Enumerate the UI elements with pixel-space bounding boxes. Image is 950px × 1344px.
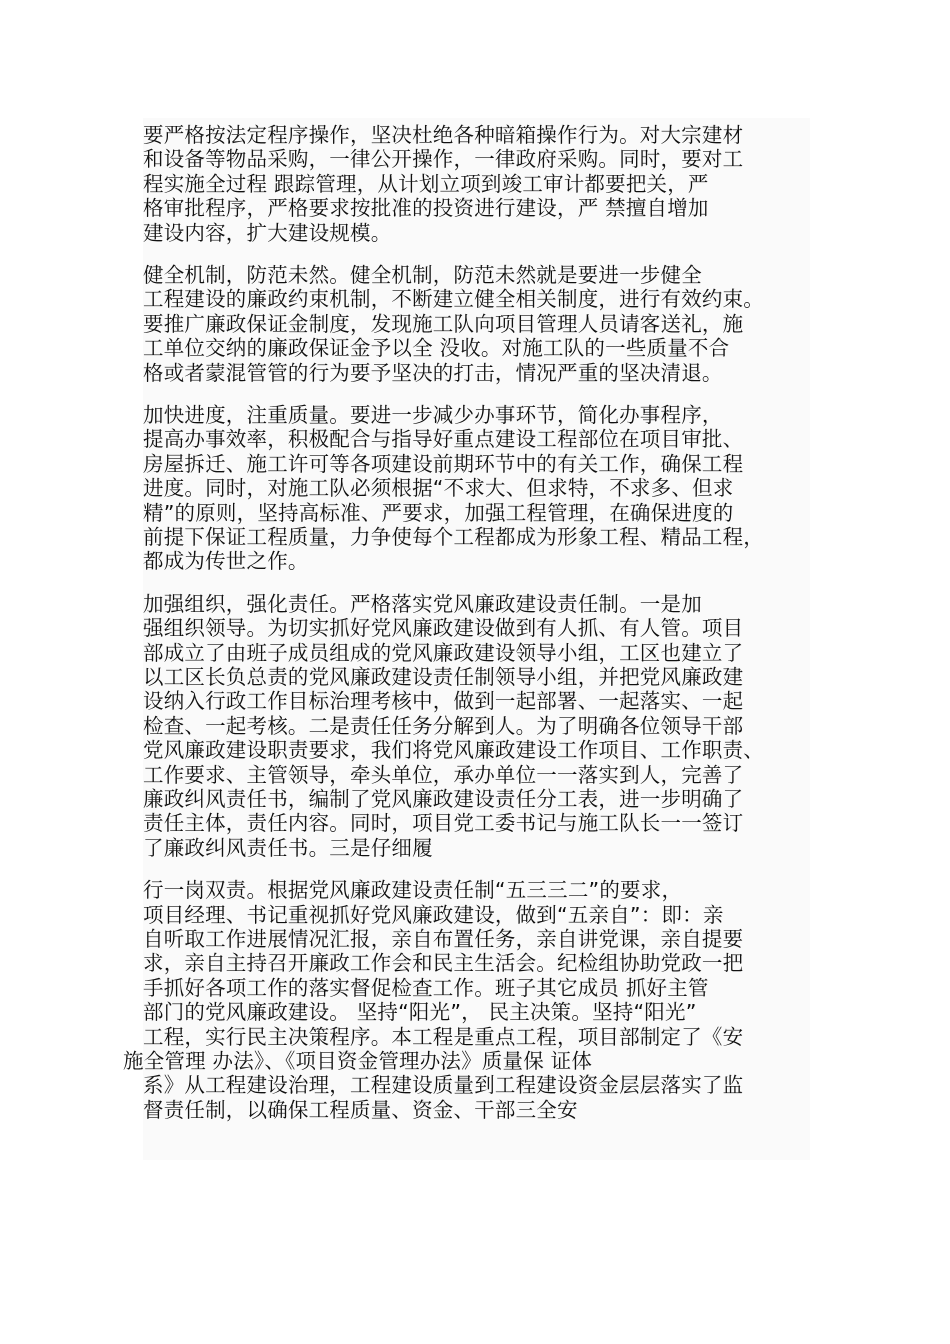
text-line: 以工区长负总责的党风廉政建设责任制领导小组，并把党风廉政建 (143, 665, 744, 689)
text-line: 项目经理、书记重视抓好党风廉政建设，做到“五亲自”：即：亲 (143, 902, 724, 927)
text-line: 要严格按法定程序操作，坚决杜绝各种暗箱操作行为。对大宗建材 (143, 123, 744, 147)
text-line: 手抓好各项工作的落实督促检查工作。班子其它成员 抓好主管 (143, 975, 709, 1000)
text-line: 检查、一起考核。二是责任任务分解到人。为了明确各位领导干部 (143, 713, 744, 738)
text-line: 责任主体，责任内容。同时，项目党工委书记与施工队长一一签订 (143, 811, 744, 836)
text-line: 健全机制，防范未然。健全机制，防范未然就是要进一步健全 (143, 263, 702, 287)
text-line: 提高办事效率，积极配合与指导好重点建设工程部位在项目审批、 (143, 427, 744, 452)
text-line: 工作要求、主管领导，牵头单位，承办单位一一落实到人，完善了 (143, 762, 744, 787)
text-line: 部门的党风廉政建设。 坚持“阳光”， 民主决策。坚持“阳光” (143, 1000, 697, 1025)
text-line: 求，亲自主持召开廉政工作会和民主生活会。纪检组协助党政一把 (143, 951, 744, 976)
text-line: 格或者蒙混管管的行为要予坚决的打击，情况严重的坚决清退。 (143, 360, 723, 385)
text-line: 行一岗双责。根据党风廉政建设责任制“五三三二”的要求， (143, 878, 683, 903)
text-line: 要推广廉政保证金制度，发现施工队向项目管理人员请客送礼，施 (143, 311, 744, 336)
text-line: 精”的原则，坚持高标准、严要求，加强工程管理，在确保进度的 (143, 500, 734, 525)
text-line: 自听取工作进展情况汇报，亲自布置任务，亲自讲党课，亲自提要 (143, 927, 744, 951)
text-line: 了廉政纠风责任书。三是仔细履 (143, 835, 433, 860)
text-line: 施全管理 办法》、《项目资金管理办法》质量保 证体 (123, 1049, 593, 1073)
text-line: 工程建设的廉政约束机制，不断建立健全相关制度，进行有效约束。 (143, 287, 764, 312)
text-line: 格审批程序，严格要求按批准的投资进行建设，严 禁擅自增加 (143, 196, 709, 221)
text-line: 强组织领导。为切实抓好党风廉政建设做到有人抓、有人管。项目 (143, 616, 744, 641)
text-line: 都成为传世之作。 (143, 549, 309, 574)
text-line: 党风廉政建设职责要求，我们将党风廉政建设工作项目、工作职责、 (143, 738, 764, 763)
text-line: 系》从工程建设治理，工程建设质量到工程建设资金层层落实了监 (143, 1073, 744, 1098)
text-line: 程实施全过程 跟踪管理，从计划立项到竣工审计都要把关，严 (143, 171, 709, 196)
text-line: 进度。同时，对施工队必须根据“不求大、但求特，不求多、但求 (143, 476, 734, 501)
text-line: 工单位交纳的廉政保证金予以全 没收。对施工队的一些质量不合 (143, 336, 730, 361)
text-line: 加强组织，强化责任。严格落实党风廉政建设责任制。一是加 (143, 591, 702, 616)
text-line: 前提下保证工程质量，力争使每个工程都成为形象工程、精品工程， (143, 525, 764, 549)
text-line: 设纳入行政工作目标治理考核中，做到一起部署、一起落实、一起 (143, 689, 744, 714)
text-line: 和设备等物品采购，一律公开操作，一律政府采购。同时，要对工 (143, 147, 744, 172)
text-line: 房屋拆迁、施工许可等各项建设前期环节中的有关工作，确保工程 (143, 451, 744, 476)
text-line: 建设内容，扩大建设规模。 (143, 220, 392, 245)
text-line: 部成立了由班子成员组成的党风廉政建设领导小组，工区也建立了 (143, 640, 744, 665)
text-line: 工程，实行民主决策程序。本工程是重点工程，项目部制定了《安 (143, 1024, 744, 1049)
text-line: 廉政纠风责任书，编制了党风廉政建设责任分工表，进一步明确了 (143, 787, 744, 811)
text-line: 加快进度，注重质量。要进一步减少办事环节，简化办事程序， (143, 403, 723, 427)
document-body (123, 118, 810, 1160)
text-line: 督责任制，以确保工程质量、资金、干部三全安 (143, 1097, 578, 1122)
